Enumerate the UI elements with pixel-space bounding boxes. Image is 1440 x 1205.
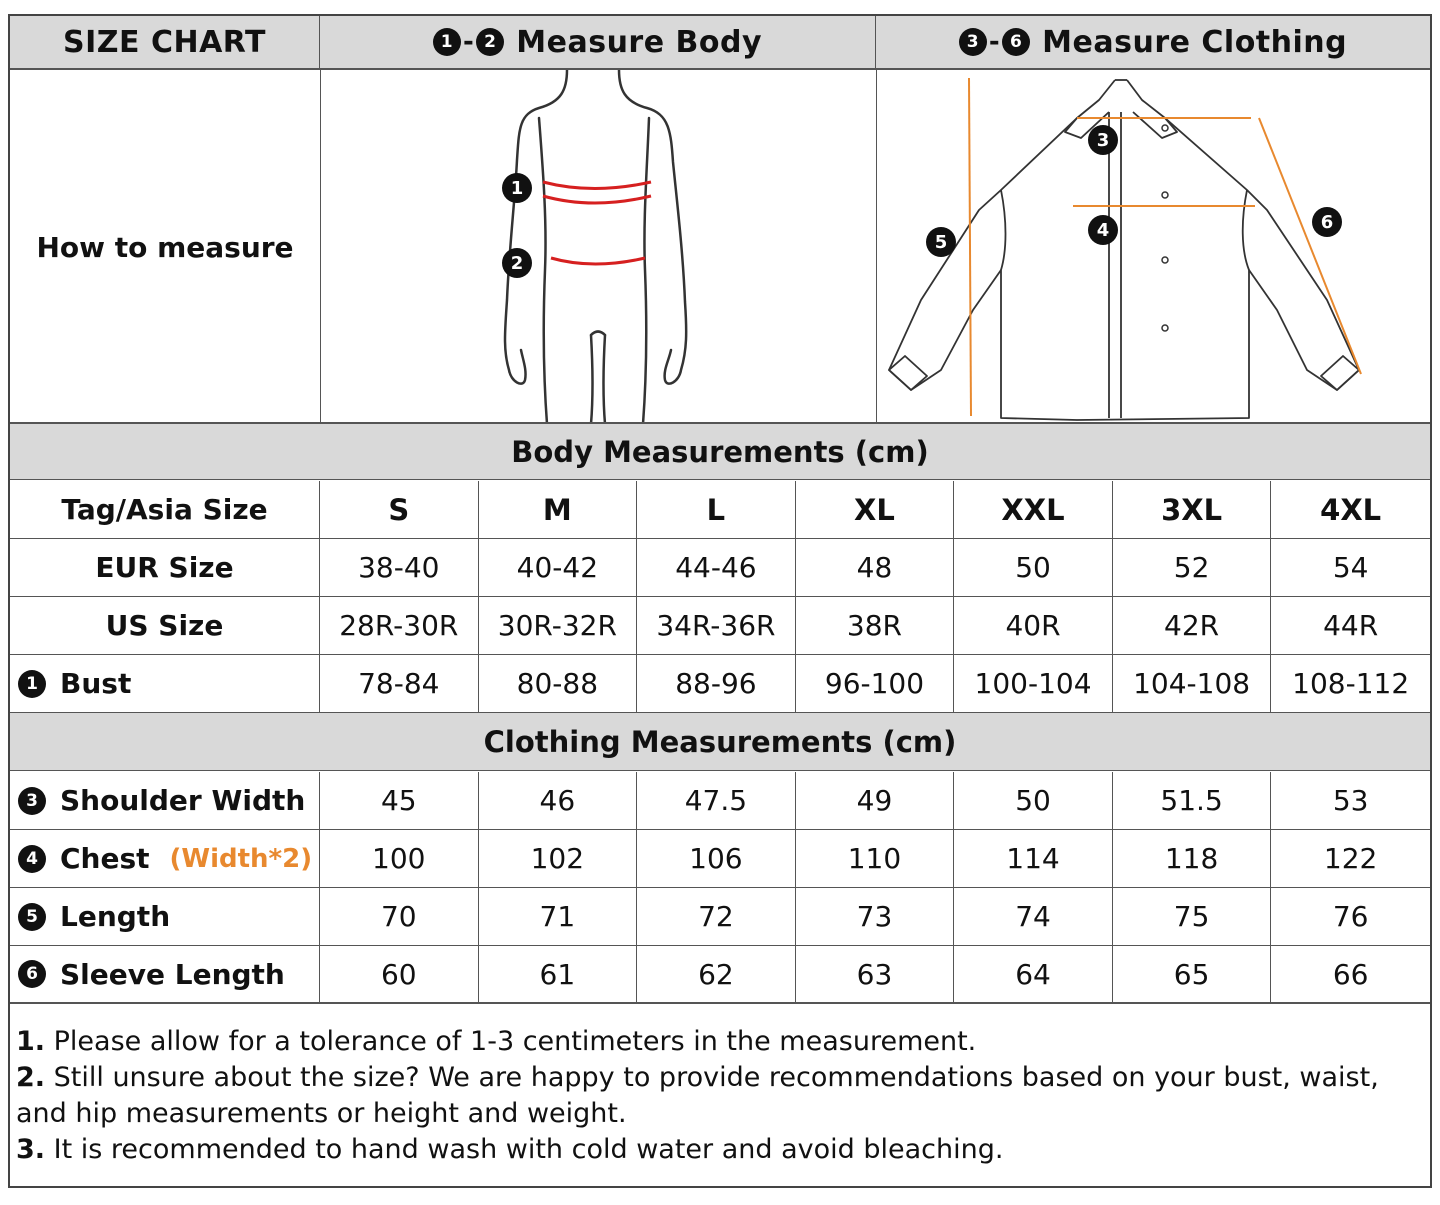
table-cell: 72 — [637, 888, 796, 945]
table-cell: 61 — [479, 946, 638, 1002]
table-cell: 74 — [954, 888, 1113, 945]
shirt-figure-icon — [877, 70, 1430, 424]
table-cell: 96-100 — [796, 655, 955, 712]
note-item: 3. It is recommended to hand wash with cold water and avoid bleaching. — [16, 1134, 1004, 1165]
table-cell: 118 — [1113, 830, 1272, 887]
table-cell: 44R — [1323, 609, 1379, 642]
us-size-label: US Size — [10, 597, 320, 654]
marker-1-icon: 1 — [433, 28, 461, 56]
size-cell: L — [637, 481, 796, 538]
body-illustration — [321, 70, 876, 424]
shirt-illustration — [877, 70, 1430, 424]
table-cell: 66 — [1332, 957, 1369, 991]
table-cell: 38-40 — [320, 539, 479, 596]
measure-body-header: 1 - 2 Measure Body — [320, 16, 876, 70]
table-cell: 76 — [1332, 900, 1369, 933]
marker-3-icon: 3 — [18, 787, 46, 815]
table-cell: 114 — [954, 830, 1113, 887]
marker-5-icon: 5 — [18, 903, 46, 931]
table-cell: 50 — [954, 539, 1113, 596]
table-cell: 30R-32R — [479, 597, 638, 654]
table-row — [10, 888, 1430, 946]
table-cell: 52 — [1113, 539, 1272, 596]
body-marker-1: 1 — [510, 178, 524, 199]
table-cell: 50 — [954, 772, 1113, 829]
shirt-marker-6: 6 — [1320, 212, 1334, 233]
marker-1-icon: 1 — [18, 670, 46, 698]
length-label: 5 Length — [10, 888, 320, 945]
table-cell: 122 — [1323, 842, 1378, 875]
table-cell: 53 — [1332, 784, 1369, 817]
how-to-measure-label: How to measure — [36, 230, 294, 264]
table-cell: 47.5 — [637, 772, 796, 829]
table-cell: 80-88 — [479, 655, 638, 712]
table-cell: 64 — [954, 946, 1113, 1002]
marker-6-icon: 6 — [18, 960, 46, 988]
table-cell: 40R — [954, 597, 1113, 654]
size-cell: 3XL — [1113, 481, 1272, 538]
table-cell: 38R — [796, 597, 955, 654]
table-cell: 34R-36R — [637, 597, 796, 654]
table-cell: 28R-30R — [320, 597, 479, 654]
measure-clothing-header: 3 - 6 Measure Clothing — [876, 16, 1430, 70]
table-row — [10, 946, 1430, 1004]
chest-width-note: (Width*2) — [169, 843, 313, 874]
shirt-marker-3: 3 — [1096, 130, 1110, 151]
table-cell: 62 — [637, 946, 796, 1002]
table-cell: 65 — [1113, 946, 1272, 1002]
clothing-measurements-title: Clothing Measurements (cm) — [10, 713, 1430, 771]
table-cell: 75 — [1113, 888, 1272, 945]
table-cell: 51.5 — [1113, 772, 1272, 829]
size-cell: 4XL — [1320, 492, 1382, 527]
table-cell: 106 — [637, 830, 796, 887]
size-header-row — [10, 481, 1430, 539]
table-cell: 104-108 — [1113, 655, 1272, 712]
table-row — [10, 539, 1430, 597]
marker-4-icon: 4 — [18, 845, 46, 873]
table-cell: 108-112 — [1292, 667, 1410, 700]
marker-6-icon: 6 — [1002, 28, 1030, 56]
table-cell: 71 — [479, 888, 638, 945]
table-row — [10, 655, 1430, 713]
table-cell: 88-96 — [637, 655, 796, 712]
table-cell: 42R — [1113, 597, 1272, 654]
table-cell: 110 — [796, 830, 955, 887]
marker-2-icon: 2 — [476, 28, 504, 56]
note-item: 2. Still unsure about the size? We are happy to provide recommendations based on your bust, waist, and hip measurements or height and weight. — [16, 1062, 1379, 1129]
table-cell: 49 — [796, 772, 955, 829]
eur-size-label: EUR Size — [10, 539, 320, 596]
body-measurements-title: Body Measurements (cm) — [10, 424, 1430, 480]
size-chart-sheet — [8, 14, 1432, 1188]
table-cell: 46 — [479, 772, 638, 829]
table-cell: 100-104 — [954, 655, 1113, 712]
size-cell: M — [479, 481, 638, 538]
shoulder-width-label: 3 Shoulder Width — [10, 772, 320, 829]
table-cell: 45 — [320, 772, 479, 829]
table-cell: 63 — [796, 946, 955, 1002]
table-cell: 60 — [320, 946, 479, 1002]
notes-section — [16, 1024, 1416, 1168]
table-cell: 73 — [796, 888, 955, 945]
chest-label: 4 Chest (Width*2) — [10, 830, 320, 887]
shirt-marker-5: 5 — [934, 232, 948, 253]
table-cell: 78-84 — [320, 655, 479, 712]
table-cell: 40-42 — [479, 539, 638, 596]
shirt-marker-4: 4 — [1096, 220, 1110, 241]
size-cell: S — [320, 481, 479, 538]
size-cell: XL — [796, 481, 955, 538]
marker-3-icon: 3 — [959, 28, 987, 56]
table-cell: 102 — [479, 830, 638, 887]
table-cell: 44-46 — [637, 539, 796, 596]
body-figure-icon — [321, 70, 876, 424]
table-cell: 100 — [320, 830, 479, 887]
tag-asia-size-label: Tag/Asia Size — [10, 481, 320, 538]
table-row — [10, 830, 1430, 888]
note-item: 1. Please allow for a tolerance of 1-3 centimeters in the measurement. — [16, 1026, 977, 1057]
table-cell: 48 — [796, 539, 955, 596]
table-row — [10, 597, 1430, 655]
sleeve-length-label: 6 Sleeve Length — [10, 946, 320, 1002]
table-cell: 54 — [1332, 551, 1369, 584]
body-marker-2: 2 — [510, 253, 524, 274]
size-chart-title: SIZE CHART — [10, 16, 320, 70]
table-row — [10, 772, 1430, 830]
size-cell: XXL — [954, 481, 1113, 538]
table-cell: 70 — [320, 888, 479, 945]
bust-label: 1 Bust — [10, 655, 320, 712]
